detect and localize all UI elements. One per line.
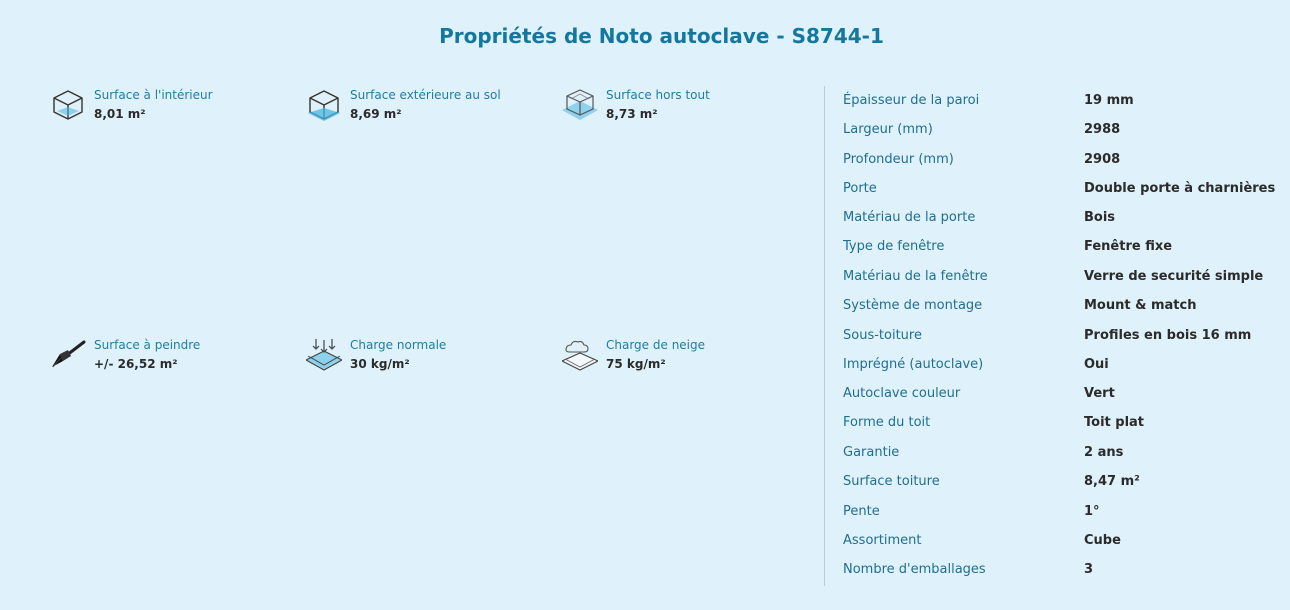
spec-value: Verre de securité simple (1084, 269, 1264, 284)
feature-label: Surface à l'intérieur (94, 88, 213, 102)
feature-value: 30 kg/m² (350, 357, 410, 371)
cube-overall-icon (562, 86, 598, 122)
specifications-table (824, 86, 1276, 586)
spec-row (843, 93, 1263, 113)
feature-label: Charge de neige (606, 338, 706, 352)
spec-row (843, 562, 1263, 582)
feature-label: Surface à peindre (94, 338, 201, 352)
spec-row (843, 533, 1263, 553)
spec-label: Matériau de la fenêtre (843, 269, 988, 284)
spec-value: Vert (1084, 386, 1115, 401)
feature-label: Charge normale (350, 338, 447, 352)
spec-value: Profiles en bois 16 mm (1084, 328, 1252, 343)
spec-value: Mount & match (1084, 298, 1197, 313)
spec-label: Matériau de la porte (843, 210, 976, 225)
spec-label: Largeur (mm) (843, 122, 933, 137)
spec-row (843, 357, 1263, 377)
feature-grid (50, 86, 820, 586)
spec-row (843, 152, 1263, 172)
spec-row (843, 269, 1263, 289)
spec-value: 19 mm (1084, 93, 1134, 108)
spec-value: 8,47 m² (1084, 474, 1140, 489)
feature-value: +/- 26,52 m² (94, 357, 178, 371)
paintbrush-icon (50, 336, 86, 372)
cube-inside-icon (50, 86, 86, 122)
spec-row (843, 328, 1263, 348)
spec-value: 2 ans (1084, 445, 1124, 460)
feature-value: 8,73 m² (606, 107, 658, 121)
cube-floor-icon (306, 86, 342, 122)
spec-label: Surface toiture (843, 474, 940, 489)
feature-value: 8,69 m² (350, 107, 402, 121)
spec-value: 3 (1084, 562, 1094, 577)
spec-label: Imprégné (autoclave) (843, 357, 984, 372)
spec-value: 2908 (1084, 152, 1121, 167)
spec-value: Fenêtre fixe (1084, 239, 1173, 254)
spec-value: Double porte à charnières (1084, 181, 1276, 196)
feature-exterior-floor-surface (306, 86, 556, 128)
spec-row (843, 210, 1263, 230)
feature-label: Surface hors tout (606, 88, 710, 102)
spec-value: 1° (1084, 504, 1100, 519)
spec-row (843, 298, 1263, 318)
feature-label: Surface extérieure au sol (350, 88, 501, 102)
spec-label: Système de montage (843, 298, 983, 313)
spec-row (843, 181, 1276, 201)
feature-value: 8,01 m² (94, 107, 146, 121)
spec-label: Assortiment (843, 533, 922, 548)
spec-label: Nombre d'emballages (843, 562, 986, 577)
spec-row (843, 504, 1263, 524)
snow-cloud-icon (562, 336, 598, 372)
page-title: Propriétés de Noto autoclave - S8744-1 (439, 24, 884, 48)
load-arrows-icon (306, 336, 342, 372)
spec-value: Bois (1084, 210, 1116, 225)
spec-label: Profondeur (mm) (843, 152, 954, 167)
spec-label: Épaisseur de la paroi (843, 93, 980, 108)
feature-inside-surface (50, 86, 300, 128)
spec-label: Porte (843, 181, 877, 196)
spec-row (843, 474, 1263, 494)
feature-snow-load (562, 336, 812, 378)
spec-label: Pente (843, 504, 880, 519)
spec-value: Toit plat (1084, 415, 1145, 430)
spec-row (843, 415, 1263, 435)
feature-overall-surface (562, 86, 812, 128)
spec-value: Oui (1084, 357, 1109, 372)
feature-paint-surface (50, 336, 300, 378)
spec-row (843, 239, 1263, 259)
spec-row (843, 445, 1263, 465)
spec-label: Sous-toiture (843, 328, 922, 343)
spec-label: Forme du toit (843, 415, 931, 430)
spec-value: 2988 (1084, 122, 1121, 137)
spec-value: Cube (1084, 533, 1121, 548)
feature-normal-load (306, 336, 556, 378)
spec-label: Garantie (843, 445, 900, 460)
spec-row (843, 386, 1263, 406)
feature-value: 75 kg/m² (606, 357, 666, 371)
spec-label: Type de fenêtre (843, 239, 945, 254)
spec-row (843, 122, 1263, 142)
spec-label: Autoclave couleur (843, 386, 961, 401)
